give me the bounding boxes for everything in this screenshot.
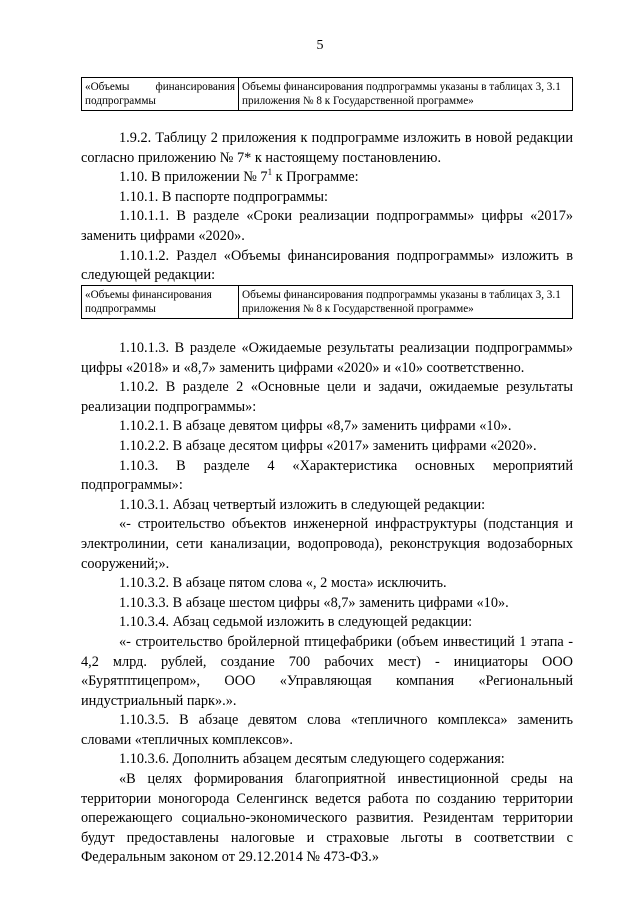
- table-cell-label-line-2: подпрограммы: [85, 95, 156, 107]
- paragraph-quote-poultry-farm: «- строительство бройлерной птицефабрики (объем инвестиций 1 этапа - 4,2 млрд. рублей, создание 700 рабочих мест) - инициаторы ООО «Бурятптицепром», ООО «Управляющая компания «Региональный индустриальный парк».».: [81, 633, 573, 709]
- table-cell-label-line-2: подпрограммы: [85, 303, 156, 315]
- paragraph-1-10-3-1: 1.10.3.1. Абзац четвертый изложить в следующей редакции:: [119, 496, 486, 513]
- paragraph-1-10-1: 1.10.1. В паспорте подпрограммы:: [119, 188, 328, 205]
- paragraph-1-10: [81, 168, 573, 188]
- paragraph-1-10-2-2: 1.10.2.2. В абзаце десятом цифры «2017» заменить цифрами «2020».: [119, 437, 537, 454]
- text-block-1: [81, 129, 573, 286]
- table-cell-label: [82, 286, 239, 319]
- paragraph-1-9-2: 1.9.2. Таблицу 2 приложения к подпрограмме изложить в новой редакции согласно приложению № 7* к настоящему постановлению.: [81, 130, 573, 166]
- paragraph-quote-infrastructure: «- строительство объектов инженерной инфраструктуры (подстанция и электролинии, сети канализации, водопровода), реконструкция водозаборных сооружений;».: [81, 516, 573, 572]
- table-cell-label-line-1: «Объемы финансирования: [85, 289, 212, 301]
- table-cell-label: [82, 78, 239, 111]
- funding-table-2: [81, 285, 573, 319]
- paragraph-1-10-3-2: 1.10.3.2. В абзаце пятом слова «, 2 моста» исключить.: [119, 575, 447, 592]
- table-row: [82, 286, 573, 319]
- paragraph-1-10-2: 1.10.2. В разделе 2 «Основные цели и задачи, ожидаемые результаты реализации подпрограммы»:: [81, 379, 573, 415]
- text-block-2: [81, 339, 573, 868]
- paragraph-1-10-1-1: 1.10.1.1. В разделе «Сроки реализации подпрограммы» цифры «2017» заменить цифрами «2020».: [81, 208, 573, 244]
- table-cell-value: Объемы финансирования подпрограммы указаны в таблицах 3, 3.1 приложения № 8 к Государственной программе»: [239, 286, 573, 319]
- paragraph-quote-investment: «В целях формирования благоприятной инвестиционной среды на территории моногорода Селенгинск ведется работа по созданию территории опережающего социально-экономического развития. Резидентам территории будут предоставлены налоговые и страховые льготы в соответствии с Федеральным законом от 29.12.2014 № 473-ФЗ.»: [81, 771, 573, 866]
- page-number: 5: [316, 38, 324, 53]
- paragraph-1-10-tail: к Программе:: [272, 169, 359, 186]
- superscript: 1: [267, 167, 273, 178]
- paragraph-1-10-text: 1.10. В приложении № 7: [119, 169, 268, 186]
- paragraph-1-10-2-1: 1.10.2.1. В абзаце девятом цифры «8,7» заменить цифрами «10».: [119, 418, 512, 435]
- paragraph-1-10-3-3: 1.10.3.3. В абзаце шестом цифры «8,7» заменить цифрами «10».: [119, 594, 509, 611]
- table-cell-value: Объемы финансирования подпрограммы указаны в таблицах 3, 3.1 приложения № 8 к Государственной программе»: [239, 78, 573, 111]
- table-row: [82, 78, 573, 111]
- paragraph-1-10-3-5: 1.10.3.5. В абзаце девятом слова «тепличного комплекса» заменить словами «тепличных комплексов».: [81, 712, 573, 748]
- paragraph-1-10-3-4: 1.10.3.4. Абзац седьмой изложить в следующей редакции:: [119, 614, 473, 631]
- paragraph-1-10-1-3: 1.10.1.3. В разделе «Ожидаемые результаты реализации подпрограммы» цифры «2018» и «8,7» заменить цифрами «2020» и «10» соответственно.: [81, 340, 573, 376]
- table-cell-label-line-1: «Объемы финансирования: [85, 81, 235, 93]
- funding-table-1: [81, 77, 573, 111]
- paragraph-1-10-3-6: 1.10.3.6. Дополнить абзацем десятым следующего содержания:: [119, 751, 505, 768]
- paragraph-1-10-3: 1.10.3. В разделе 4 «Характеристика основных мероприятий подпрограммы»:: [81, 457, 573, 494]
- paragraph-1-10-1-2: 1.10.1.2. Раздел «Объемы финансирования подпрограммы» изложить в следующей редакции:: [81, 247, 573, 284]
